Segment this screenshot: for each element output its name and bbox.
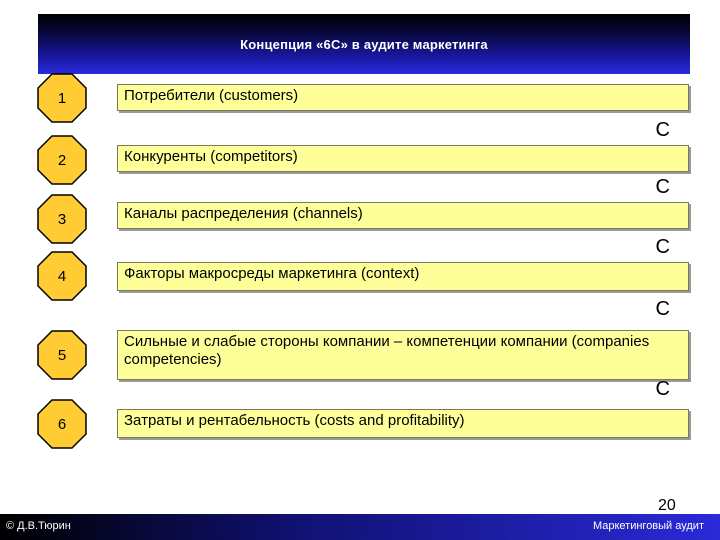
row-label: Затраты и рентабельность (costs and profitability) [124,412,465,429]
number-badge-1 [36,72,88,124]
c-letter-3: С [655,236,670,258]
row-label: Конкуренты (competitors) [124,148,298,165]
concept-row-2 [117,145,689,172]
concept-row-6 [117,409,689,438]
badge-number: 4 [57,267,67,285]
badge-number: 6 [57,415,67,433]
slide-title: Концепция «6С» в аудите маркетинга [240,36,488,52]
number-badge-6 [36,398,88,450]
title-bar [38,14,690,74]
c-letter-4: С [655,298,670,320]
c-letter-5: С [655,378,670,400]
number-badge-3 [36,193,88,245]
row-label: Потребители (customers) [124,87,299,104]
concept-row-3 [117,202,689,229]
concept-row-1 [117,84,689,111]
number-badge-5 [36,329,88,381]
footer-author: © Д.В.Тюрин [6,520,71,532]
concept-row-5 [117,330,689,380]
badge-number: 1 [57,89,67,107]
footer-course-title: Маркетинговый аудит [592,520,704,532]
badge-number: 2 [57,151,67,169]
badge-number: 5 [57,346,67,364]
number-badge-4 [36,250,88,302]
badge-number: 3 [57,210,67,228]
row-label: Каналы распределения (channels) [124,205,363,222]
c-letter-2: С [655,176,670,198]
row-label: Факторы макросреды маркетинга (context) [124,265,420,282]
concept-row-4 [117,262,689,291]
number-badge-2 [36,134,88,186]
c-letter-1: С [655,119,670,141]
page-number: 20 [658,497,676,514]
row-label: Сильные и слабые стороны компании – компетенции компании (companies competencies) [124,333,650,368]
